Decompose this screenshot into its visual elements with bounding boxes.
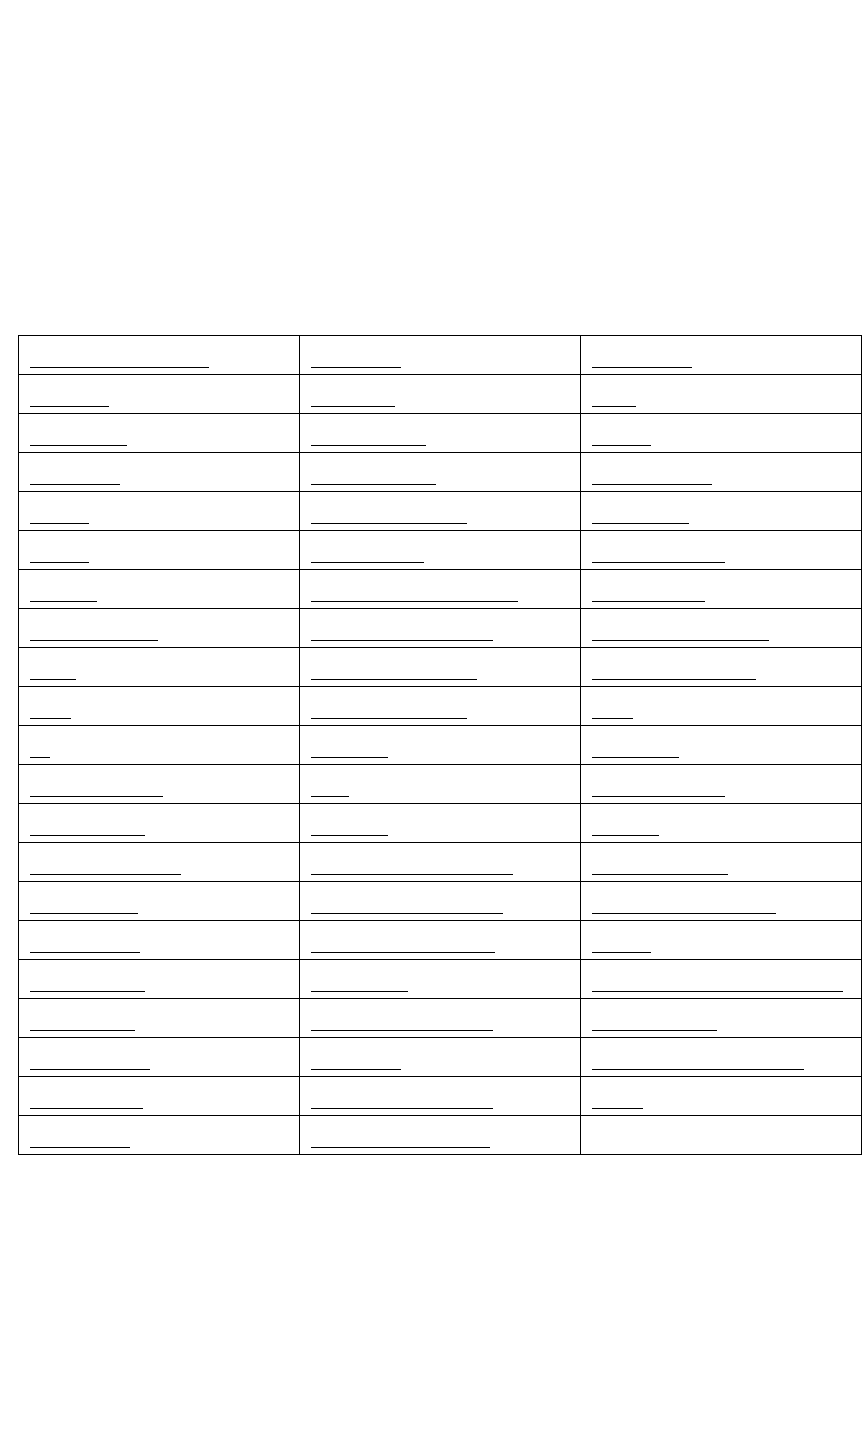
table-row xyxy=(19,531,862,570)
table-cell xyxy=(300,804,581,843)
table-row xyxy=(19,1116,862,1155)
table-cell xyxy=(19,492,300,531)
blank-line xyxy=(592,835,659,836)
blank-line xyxy=(311,1069,401,1070)
blank-line xyxy=(311,952,495,953)
table-row xyxy=(19,1077,862,1116)
blank-line xyxy=(30,601,97,602)
table-row xyxy=(19,1038,862,1077)
blank-line xyxy=(311,601,518,602)
blank-line xyxy=(30,367,209,368)
table-cell xyxy=(300,960,581,999)
table-cell xyxy=(581,960,862,999)
blank-line xyxy=(30,1069,150,1070)
table-cell xyxy=(19,765,300,804)
table-cell xyxy=(300,843,581,882)
blank-line xyxy=(30,484,120,485)
blank-line xyxy=(30,562,89,563)
table-row xyxy=(19,609,862,648)
blank-line xyxy=(592,601,705,602)
blank-line xyxy=(311,679,477,680)
table-cell xyxy=(581,609,862,648)
table-cell xyxy=(19,1116,300,1155)
table-cell xyxy=(300,492,581,531)
blank-line xyxy=(30,1030,135,1031)
table-cell xyxy=(300,921,581,960)
form-table-body xyxy=(19,336,862,1155)
table-cell xyxy=(581,999,862,1038)
table-cell xyxy=(300,1116,581,1155)
table-cell xyxy=(300,414,581,453)
table-row xyxy=(19,921,862,960)
table-cell xyxy=(581,336,862,375)
table-row xyxy=(19,570,862,609)
table-cell xyxy=(581,765,862,804)
blank-line xyxy=(311,874,513,875)
blank-line xyxy=(30,640,158,641)
table-cell xyxy=(581,921,862,960)
table-cell xyxy=(300,375,581,414)
table-cell xyxy=(300,531,581,570)
blank-line xyxy=(311,562,424,563)
blank-line xyxy=(592,1069,804,1070)
blank-line xyxy=(30,1108,143,1109)
table-cell xyxy=(300,609,581,648)
table-cell xyxy=(300,1038,581,1077)
table-cell xyxy=(19,804,300,843)
blank-line xyxy=(311,445,426,446)
blank-line xyxy=(592,406,636,407)
blank-line xyxy=(30,1147,130,1148)
table-row xyxy=(19,765,862,804)
table-row xyxy=(19,960,862,999)
form-table xyxy=(18,335,862,1155)
table-cell xyxy=(19,531,300,570)
table-cell xyxy=(581,687,862,726)
table-cell xyxy=(19,336,300,375)
blank-line xyxy=(311,484,436,485)
table-cell xyxy=(581,453,862,492)
blank-line xyxy=(311,757,388,758)
blank-line xyxy=(592,367,692,368)
blank-line xyxy=(592,757,679,758)
table-cell xyxy=(19,921,300,960)
blank-line xyxy=(30,679,76,680)
table-cell xyxy=(581,414,862,453)
blank-line xyxy=(592,562,725,563)
table-cell xyxy=(19,687,300,726)
table-cell xyxy=(300,336,581,375)
table-cell xyxy=(581,648,862,687)
blank-line xyxy=(311,367,401,368)
blank-line xyxy=(30,718,71,719)
blank-line xyxy=(30,952,140,953)
table-cell xyxy=(19,453,300,492)
table-cell xyxy=(581,726,862,765)
blank-line xyxy=(30,757,50,758)
blank-line xyxy=(311,640,493,641)
table-row xyxy=(19,687,862,726)
blank-line xyxy=(30,796,163,797)
blank-line xyxy=(30,991,145,992)
blank-line xyxy=(592,1030,717,1031)
table-row xyxy=(19,375,862,414)
blank-line xyxy=(30,913,138,914)
table-row xyxy=(19,882,862,921)
table-row xyxy=(19,726,862,765)
table-row xyxy=(19,843,862,882)
blank-line xyxy=(592,991,843,992)
table-cell xyxy=(19,570,300,609)
blank-line xyxy=(30,874,181,875)
blank-line xyxy=(592,1108,643,1109)
table-row xyxy=(19,999,862,1038)
table-cell xyxy=(19,882,300,921)
table-cell xyxy=(581,531,862,570)
blank-line xyxy=(311,796,349,797)
table-row xyxy=(19,648,862,687)
table-cell xyxy=(300,765,581,804)
table-cell xyxy=(581,1116,862,1155)
table-row xyxy=(19,336,862,375)
table-cell xyxy=(300,453,581,492)
blank-line xyxy=(30,445,127,446)
blank-line xyxy=(592,445,651,446)
blank-line xyxy=(311,1147,490,1148)
table-cell xyxy=(300,687,581,726)
table-cell xyxy=(19,999,300,1038)
table-cell xyxy=(19,726,300,765)
blank-line xyxy=(592,913,776,914)
blank-line xyxy=(30,835,145,836)
table-cell xyxy=(300,882,581,921)
table-cell xyxy=(581,1038,862,1077)
blank-line xyxy=(592,523,689,524)
blank-line xyxy=(592,484,712,485)
blank-line xyxy=(592,679,756,680)
table-cell xyxy=(581,1077,862,1116)
table-cell xyxy=(19,648,300,687)
table-cell xyxy=(19,1038,300,1077)
blank-line xyxy=(592,952,651,953)
blank-line xyxy=(311,913,503,914)
blank-line xyxy=(592,796,725,797)
blank-line xyxy=(311,1030,493,1031)
table-cell xyxy=(19,609,300,648)
table-cell xyxy=(581,375,862,414)
blank-line xyxy=(592,874,728,875)
table-cell xyxy=(19,843,300,882)
blank-line xyxy=(592,640,769,641)
table-cell xyxy=(581,843,862,882)
table-cell xyxy=(300,1077,581,1116)
blank-line xyxy=(311,1108,493,1109)
blank-line xyxy=(592,718,633,719)
table-cell xyxy=(300,570,581,609)
blank-line xyxy=(311,835,388,836)
blank-line xyxy=(30,406,109,407)
table-cell xyxy=(581,570,862,609)
blank-line xyxy=(30,523,89,524)
table-cell xyxy=(19,375,300,414)
blank-line xyxy=(311,406,395,407)
blank-line xyxy=(311,523,467,524)
table-cell xyxy=(300,648,581,687)
table-cell xyxy=(19,414,300,453)
table-cell xyxy=(581,882,862,921)
table-cell xyxy=(19,1077,300,1116)
table-cell xyxy=(19,960,300,999)
blank-line xyxy=(311,991,408,992)
table-cell xyxy=(581,804,862,843)
table-row xyxy=(19,453,862,492)
table-row xyxy=(19,804,862,843)
blank-line xyxy=(311,718,467,719)
table-cell xyxy=(581,492,862,531)
table-cell xyxy=(300,726,581,765)
table-row xyxy=(19,414,862,453)
table-row xyxy=(19,492,862,531)
table-cell xyxy=(300,999,581,1038)
